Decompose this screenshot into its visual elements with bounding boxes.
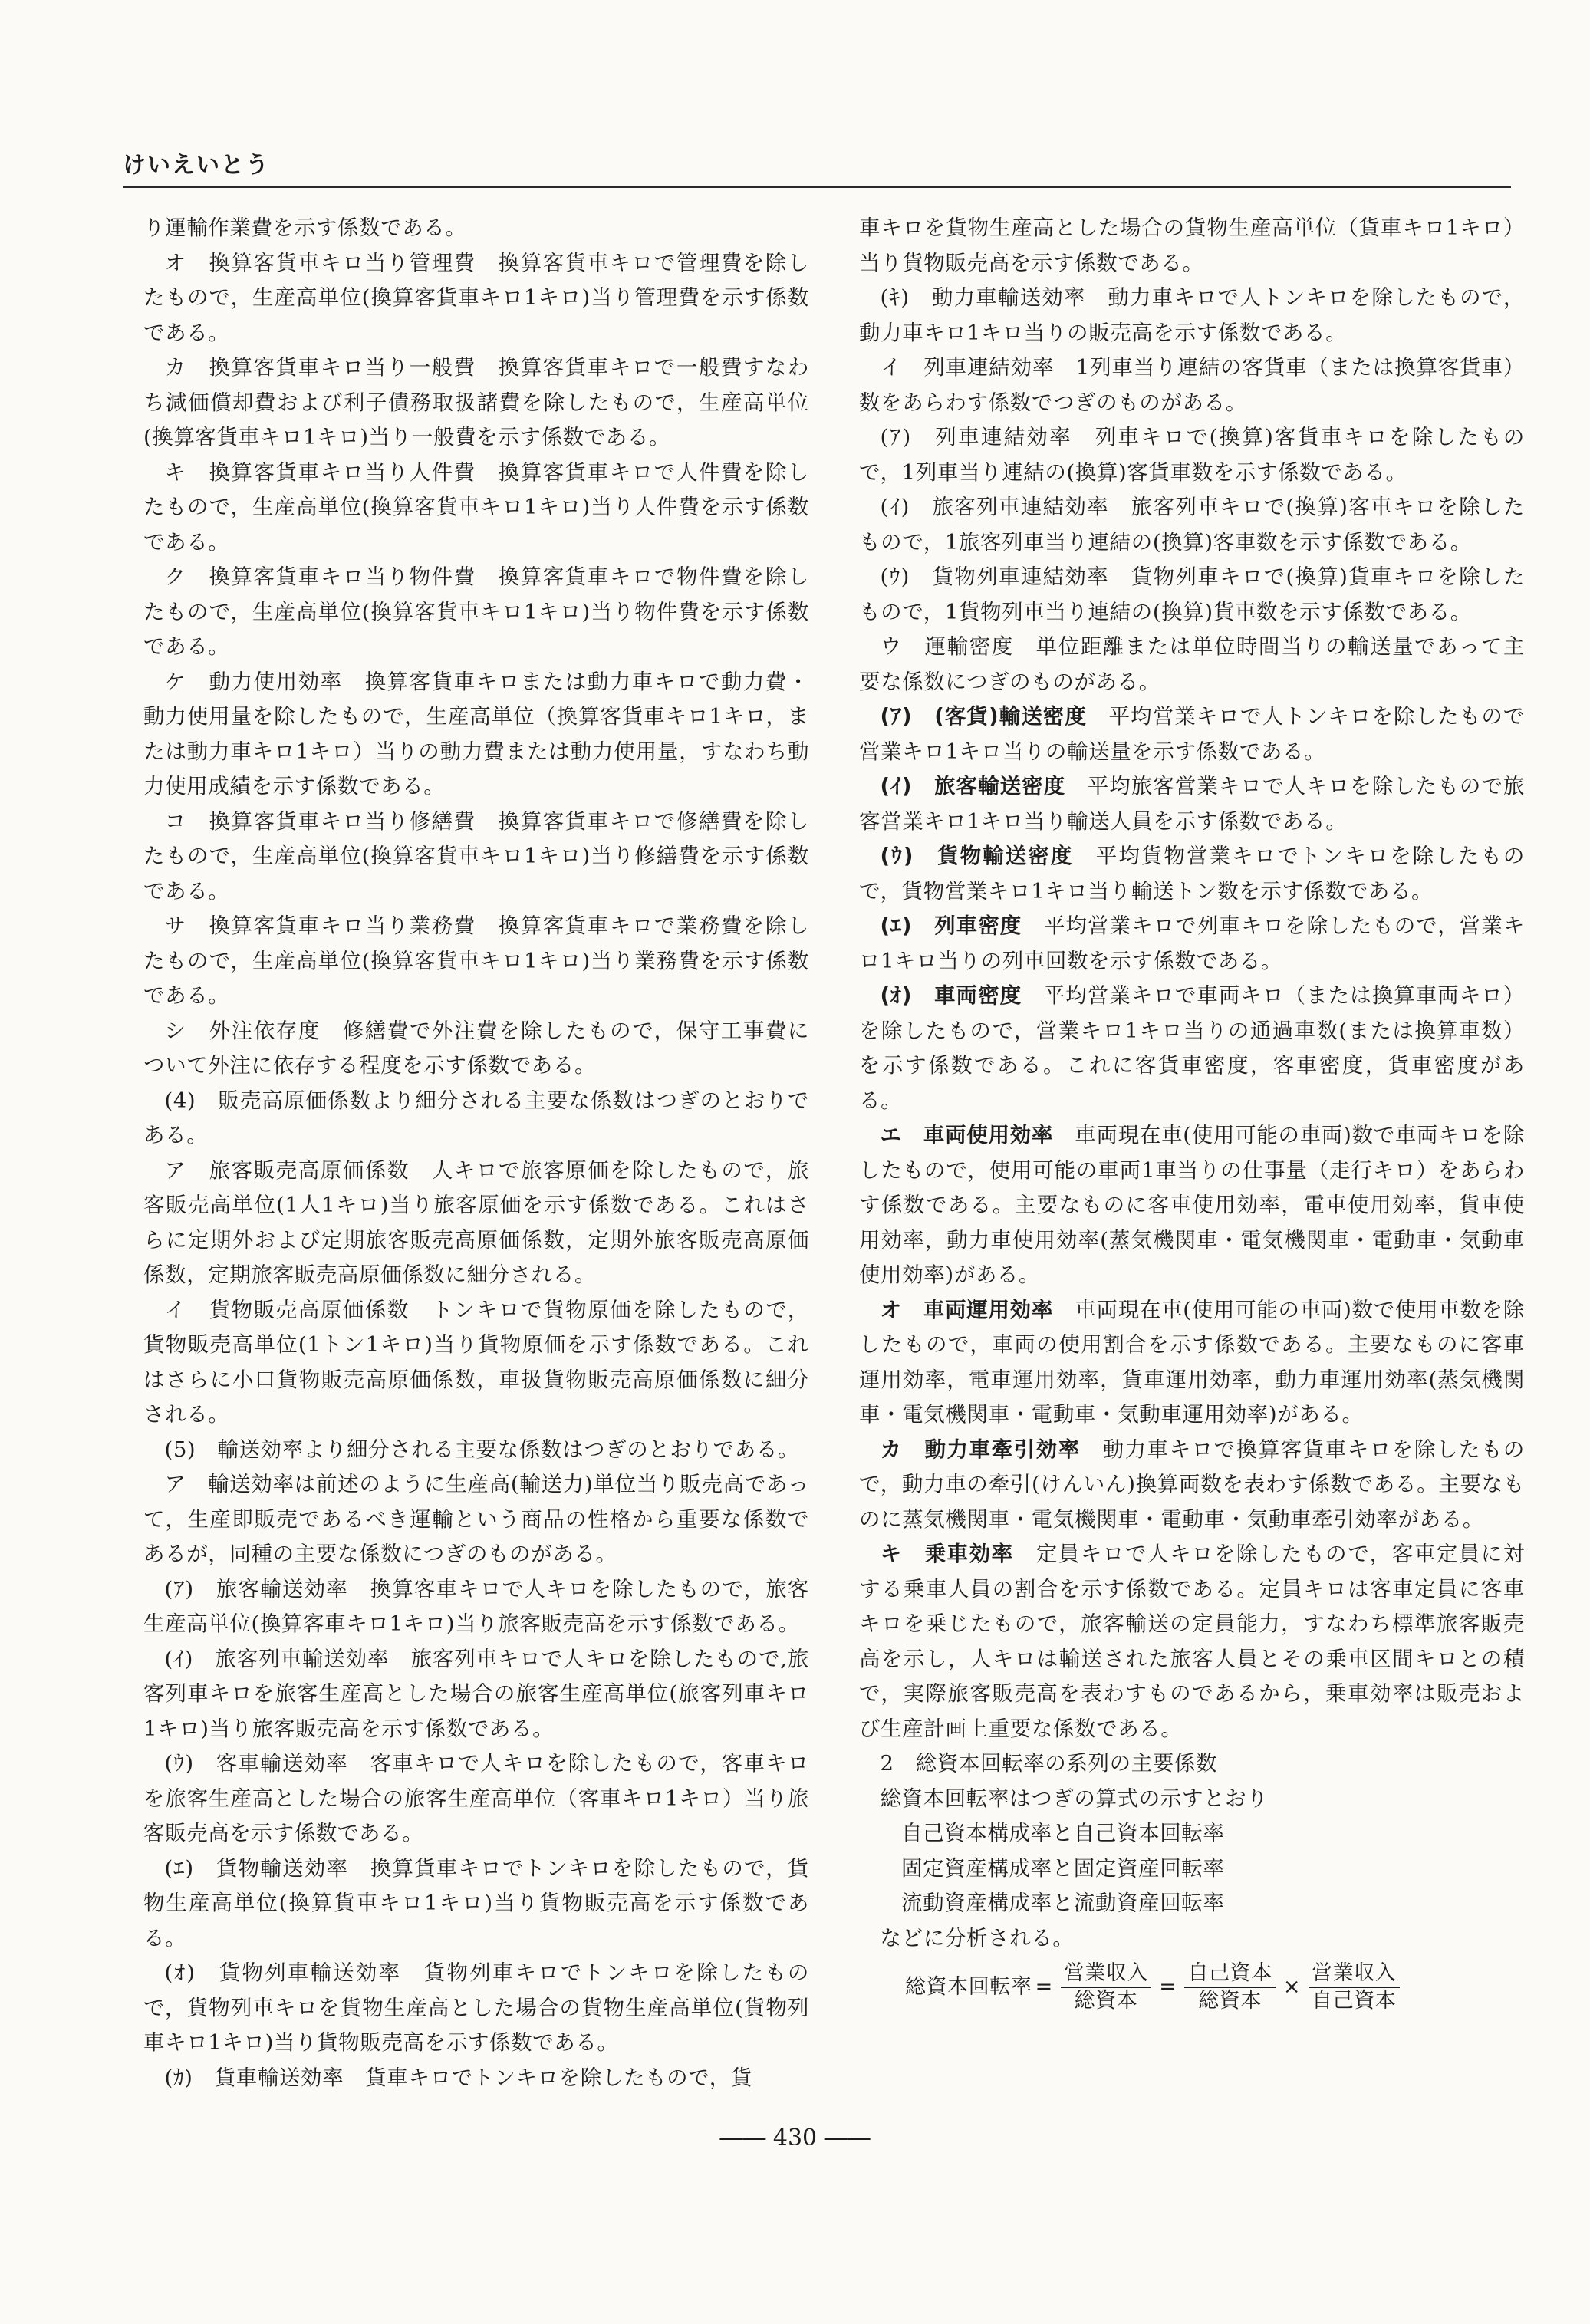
- paragraph: [143, 560, 809, 665]
- paragraph: [859, 769, 1525, 839]
- paragraph: [859, 839, 1525, 909]
- fraction-denominator: 自己資本: [1312, 1989, 1397, 2013]
- paragraph-text: 平均営業キロで車両キロ（または換算車両キロ）を除したもので，営業キロ1キロ当りの通過車数(または換算車数）を示す係数である。これに客貨車密度，客車密度，貨車密度がある。: [859, 983, 1525, 1113]
- formula-fraction-1: [1061, 1960, 1151, 2014]
- paragraph: [143, 1293, 809, 1433]
- paragraph-text: (5) 輸送効率より細分される主要な係数はつぎのとおりである。: [164, 1437, 800, 1462]
- paragraph-text: オ 換算客貨車キロ当り管理費 換算客貨車キロで管理費を除したもので，生産高単位(換算客貨車キロ1キロ)当り管理費を示す係数である。: [143, 250, 809, 345]
- page-number: ―― 430 ――: [719, 2125, 871, 2151]
- paragraph: [859, 630, 1525, 700]
- paragraph-text: (ｱ) 旅客輸送効率 換算客車キロで人キロを除したもので，旅客生産高単位(換算客車キロ1キロ)当り旅客販売高を示す係数である。: [143, 1576, 809, 1636]
- formula-times: ×: [1282, 1975, 1302, 2000]
- paragraph: [859, 1537, 1525, 1746]
- paragraph: [859, 560, 1525, 630]
- term-heading: オ 車両運用効率: [880, 1297, 1054, 1322]
- paragraph-text: 車両現在車(使用可能の車両)数で車両キロを除したもので，使用可能の車両1車当りの仕事量（走行キロ）をあらわす係数である。主要なものに客車使用効率，電車使用効率，貨車使用効率，動力車使用効率(蒸気機関車・電気機関車・電動車・気動車使用効率)がある。: [859, 1123, 1525, 1287]
- paragraph: [143, 1433, 809, 1468]
- paragraph-text: 固定資産構成率と固定資産回転率: [901, 1855, 1225, 1881]
- paragraph: [143, 1467, 809, 1572]
- fraction-numerator: 自己資本: [1184, 1960, 1275, 1988]
- paragraph: [859, 420, 1525, 490]
- paragraph: [859, 211, 1525, 281]
- paragraph-text: ケ 動力使用効率 換算客貨車キロまたは動力車キロで動力費・動力使用量を除したもので，生産高単位（換算客貨車キロ1キロ，または動力車キロ1キロ）当りの動力費または動力使用量，すなわち動力使用成績を示す係数である。: [143, 669, 809, 798]
- term-heading: (ｲ) 旅客輸送密度: [880, 774, 1066, 798]
- term-heading: (ｱ) (客貨)輸送密度: [880, 704, 1087, 729]
- right-column: [859, 211, 1525, 2014]
- paragraph: [143, 456, 809, 561]
- paragraph: [859, 1746, 1525, 1782]
- paragraph-text: ウ 運輸密度 単位距離または単位時間当りの輸送量であって主要な係数につぎのものがある。: [859, 634, 1525, 694]
- paragraph: [143, 351, 809, 456]
- paragraph-text: 2 総資本回転率の系列の主要係数: [880, 1751, 1218, 1776]
- paragraph-text: り運輸作業費を示す係数である。: [143, 216, 467, 240]
- paragraph-text: イ 貨物販売高原価係数 トンキロで貨物原価を除したもので，貨物販売高単位(1トン1キロ)当り貨物原価を示す係数である。これはさらに小口貨物販売高原価係数，車扱貨物販売高原価係数に細分される。: [143, 1297, 809, 1427]
- formula-lhs: 総資本回転率: [905, 1975, 1032, 2000]
- paragraph: [859, 490, 1525, 560]
- paragraph-text: コ 換算客貨車キロ当り修繕費 換算客貨車キロで修繕費を除したもので，生産高単位(換算客貨車キロ1キロ)当り修繕費を示す係数である。: [143, 808, 809, 904]
- fraction-numerator: 営業収入: [1309, 1960, 1399, 1988]
- paragraph: [143, 1642, 809, 1747]
- paragraph-text: (ｳ) 貨物列車連結効率 貨物列車キロで(換算)貨車キロを除したもので，1貨物列車当り連結の(換算)貨車数を示す係数である。: [859, 565, 1525, 624]
- paragraph-text: (4) 販売高原価係数より細分される主要な係数はつぎのとおりである。: [143, 1088, 809, 1147]
- paragraph-text: 流動資産構成率と流動資産回転率: [901, 1891, 1225, 1915]
- fraction-denominator: 総資本: [1198, 1989, 1262, 2013]
- paragraph-text: (ｵ) 貨物列車輸送効率 貨物列車キロでトンキロを除したもので，貨物列車キロを貨物生産高とした場合の貨物生産高単位(貨物列車キロ1キロ)当り貨物販売高を示す係数である。: [143, 1960, 809, 2055]
- paragraph-text: サ 換算客貨車キロ当り業務費 換算客貨車キロで業務費を除したもので，生産高単位(換算客貨車キロ1キロ)当り業務費を示す係数である。: [143, 913, 809, 1008]
- paragraph-text: シ 外注依存度 修繕費で外注費を除したもので，保守工事費について外注に依存する程度を示す係数である。: [143, 1018, 809, 1078]
- term-heading: エ 車両使用効率: [880, 1123, 1054, 1147]
- paragraph: [143, 1956, 809, 2061]
- paragraph: [859, 700, 1525, 769]
- paragraph: [143, 1746, 809, 1852]
- paragraph-text: ア 輸送効率は前述のように生産高(輸送力)単位当り販売高であって，生産即販売であるべき運輸という商品の性格から重要な係数であるが，同種の主要な係数につぎのものがある。: [143, 1472, 809, 1566]
- paragraph-text: カ 換算客貨車キロ当り一般費 換算客貨車キロで一般費すなわち減価償却費および利子債務取扱諸費を除したもので，生産高単位(換算客貨車キロ1キロ)当り一般費を示す係数である。: [143, 355, 809, 449]
- left-column: [143, 211, 809, 2095]
- fraction-denominator: 総資本: [1074, 1989, 1138, 2013]
- paragraph-text: 平均旅客営業キロで人キロを除したもので旅客営業キロ1キロ当り輸送人員を示す係数である。: [859, 774, 1525, 834]
- right-column-paragraphs: [859, 211, 1525, 1956]
- paragraph-text: 平均営業キロで列車キロを除したもので，営業キロ1キロ当りの列車回数を示す係数である。: [859, 913, 1526, 973]
- paragraph: [143, 246, 809, 351]
- paragraph: [859, 281, 1525, 351]
- formula-fraction-2: [1184, 1960, 1275, 2014]
- paragraph: [859, 1886, 1525, 1921]
- paragraph: [859, 909, 1525, 979]
- fraction-numerator: 営業収入: [1061, 1960, 1151, 1988]
- paragraph: [143, 1084, 809, 1154]
- turnover-formula: [905, 1960, 1525, 2014]
- paragraph: [859, 351, 1525, 420]
- paragraph-text: (ｶ) 貨車輸送効率 貨車キロでトンキロを除したもので，貨: [164, 2065, 753, 2090]
- paragraph: [859, 1816, 1525, 1852]
- formula-fraction-3: [1309, 1960, 1399, 2014]
- paragraph-text: (ｳ) 客車輸送効率 客車キロで人キロを除したもので，客車キロを旅客生産高とした場合の旅客生産高単位（客車キロ1キロ）当り旅客販売高を示す係数である。: [143, 1751, 809, 1845]
- paragraph: [143, 2061, 809, 2096]
- paragraph-text: (ｴ) 貨物輸送効率 換算貨車キロでトンキロを除したもので，貨物生産高単位(換算貨車キロ1キロ)当り貨物販売高を示す係数である。: [143, 1855, 809, 1950]
- paragraph-text: などに分析される。: [880, 1925, 1075, 1950]
- paragraph: [143, 909, 809, 1014]
- paragraph: [143, 1852, 809, 1957]
- term-heading: (ｴ) 列車密度: [880, 913, 1022, 938]
- paragraph: [859, 1782, 1525, 1817]
- paragraph-text: 動力車キロで換算客貨車キロを除したもので，動力車の牽引(けんいん)換算両数を表わす係数である。主要なものに蒸気機関車・電気機関車・電動車・気動車牽引効率がある。: [859, 1437, 1526, 1532]
- paragraph: [859, 1433, 1525, 1538]
- formula-equals-1: =: [1035, 1975, 1053, 2000]
- paragraph: [143, 1014, 809, 1084]
- paragraph-text: キ 換算客貨車キロ当り人件費 換算客貨車キロで人件費を除したもので，生産高単位(換算客貨車キロ1キロ)当り人件費を示す係数である。: [143, 459, 809, 555]
- paragraph-text: (ｲ) 旅客列車輸送効率 旅客列車キロで人キロを除したもので,旅客列車キロを旅客生産高とした場合の旅客生産高単位(旅客列車キロ1キロ)当り旅客販売高を示す係数である。: [143, 1646, 809, 1741]
- paragraph-text: ア 旅客販売高原価係数 人キロで旅客原価を除したもので，旅客販売高単位(1人1キロ)当り旅客原価を示す係数である。これはさらに定期外および定期旅客販売高原価係数，定期外旅客販売高原価係数，定期旅客販売高原価係数に細分される。: [143, 1157, 809, 1287]
- term-heading: カ 動力車牽引効率: [880, 1437, 1081, 1462]
- paragraph-text: 車キロを貨物生産高とした場合の貨物生産高単位（貨車キロ1キロ）当り貨物販売高を示す係数である。: [859, 216, 1525, 275]
- paragraph: [859, 979, 1525, 1118]
- paragraph-text: ク 換算客貨車キロ当り物件費 換算客貨車キロで物件費を除したもので，生産高単位(換算客貨車キロ1キロ)当り物件費を示す係数である。: [143, 565, 809, 659]
- paragraph: [143, 805, 809, 910]
- paragraph-text: 平均貨物営業キロでトンキロを除したもので，貨物営業キロ1キロ当り輸送トン数を示す係数である。: [859, 844, 1526, 904]
- term-heading: キ 乗車効率: [880, 1542, 1014, 1566]
- paragraph: [143, 1154, 809, 1293]
- paragraph-text: 平均営業キロで人トンキロを除したもので営業キロ1キロ当りの輸送量を示す係数である。: [859, 704, 1526, 764]
- paragraph: [859, 1118, 1525, 1293]
- header-rule: [123, 186, 1511, 188]
- paragraph-text: (ｷ) 動力車輸送効率 動力車キロで人トンキロを除したもので，動力車キロ1キロ当りの販売高を示す係数である。: [859, 285, 1525, 345]
- term-heading: (ｵ) 車両密度: [880, 983, 1022, 1008]
- paragraph: [143, 211, 809, 246]
- formula-equals-2: =: [1159, 1975, 1177, 2000]
- paragraph: [859, 1852, 1525, 1887]
- paragraph-text: (ｲ) 旅客列車連結効率 旅客列車キロで(換算)客車キロを除したもので，1旅客列車当り連結の(換算)客車数を示す係数である。: [859, 495, 1525, 555]
- paragraph-text: イ 列車連結効率 1列車当り連結の客貨車（または換算客貨車）数をあらわす係数でつぎのものがある。: [859, 355, 1525, 415]
- paragraph-text: (ｱ) 列車連結効率 列車キロで(換算)客貨車キロを除したもので，1列車当り連結の(換算)客貨車数を示す係数である。: [859, 425, 1525, 485]
- paragraph-text: 車両現在車(使用可能の車両)数で使用車数を除したもので，車両の使用割合を示す係数である。主要なものに客車運用効率，電車運用効率，貨車運用効率，動力車運用効率(蒸気機関車・電気機関車・電動車・気動車運用効率)がある。: [859, 1297, 1525, 1427]
- paragraph: [143, 665, 809, 805]
- paragraph: [859, 1293, 1525, 1433]
- paragraph-text: 定員キロで人キロを除したもので，客車定員に対する乗車人員の割合を示す係数である。定員キロは客車定員に客車キロを乗じたもので，旅客輸送の定員能力，すなわち標準旅客販売高を示し，人キロは輸送された旅客人員とその乗車区間キロとの積で，実際旅客販売高を表わすものであるから，乗車効率は販売および生産計画上重要な係数である。: [859, 1542, 1525, 1741]
- paragraph-text: 自己資本構成率と自己資本回転率: [901, 1821, 1225, 1845]
- paragraph-text: 総資本回転率はつぎの算式の示すとおり: [880, 1786, 1269, 1811]
- term-heading: (ｳ) 貨物輸送密度: [880, 844, 1074, 868]
- paragraph: [143, 1572, 809, 1642]
- page-header: けいえいとう: [123, 152, 270, 179]
- paragraph: [859, 1921, 1525, 1957]
